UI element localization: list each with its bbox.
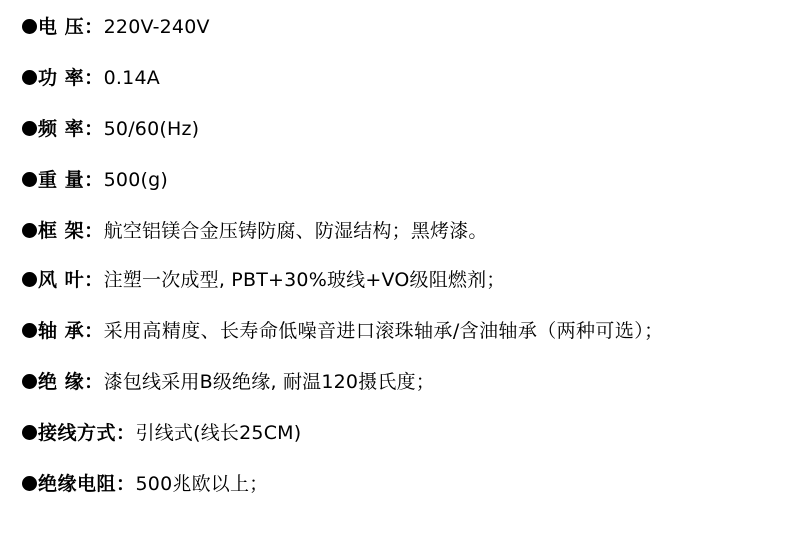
spec-value: 注塑一次成型, PBT+30%玻线+VO级阻燃剂； <box>103 269 506 291</box>
spec-label: 绝 缘： <box>38 371 104 393</box>
bullet-icon <box>22 70 37 85</box>
spec-row-insulation-resistance <box>22 471 781 497</box>
bullet-icon <box>22 476 37 491</box>
spec-value: 500兆欧以上； <box>135 473 269 495</box>
spec-value: 0.14A <box>103 67 160 89</box>
spec-row-frame <box>22 218 781 244</box>
spec-label: 框 架： <box>38 220 104 242</box>
spec-list <box>22 14 781 497</box>
bullet-icon <box>22 374 37 389</box>
bullet-icon <box>22 19 37 34</box>
bullet-icon <box>22 272 37 287</box>
spec-label: 绝缘电阻： <box>38 473 136 495</box>
bullet-icon <box>22 425 37 440</box>
spec-label: 电 压： <box>38 16 104 38</box>
bullet-icon <box>22 121 37 136</box>
spec-value: 500(g) <box>103 169 168 191</box>
bullet-icon <box>22 172 37 187</box>
spec-label: 风 叶： <box>38 269 104 291</box>
spec-row-frequency <box>22 116 781 142</box>
spec-value: 220V-240V <box>103 16 210 38</box>
spec-row-bearing <box>22 318 781 344</box>
spec-value: 50/60(Hz) <box>103 118 200 140</box>
spec-value: 漆包线采用B级绝缘, 耐温120摄氏度； <box>103 371 436 393</box>
spec-label: 频 率： <box>38 118 104 140</box>
spec-row-weight <box>22 167 781 193</box>
spec-label: 功 率： <box>38 67 104 89</box>
spec-row-blade <box>22 267 781 293</box>
spec-row-insulation <box>22 369 781 395</box>
spec-row-power <box>22 65 781 91</box>
spec-value: 引线式(线长25CM) <box>135 422 302 444</box>
spec-value: 航空铝镁合金压铸防腐、防湿结构；黑烤漆。 <box>103 220 488 242</box>
bullet-icon <box>22 223 37 238</box>
spec-row-voltage <box>22 14 781 40</box>
spec-label: 轴 承： <box>38 320 104 342</box>
spec-row-wiring <box>22 420 781 446</box>
spec-label: 接线方式： <box>38 422 136 444</box>
spec-label: 重 量： <box>38 169 104 191</box>
spec-value: 采用高精度、长寿命低噪音进口滚珠轴承/含油轴承（两种可选）； <box>103 320 664 342</box>
bullet-icon <box>22 323 37 338</box>
